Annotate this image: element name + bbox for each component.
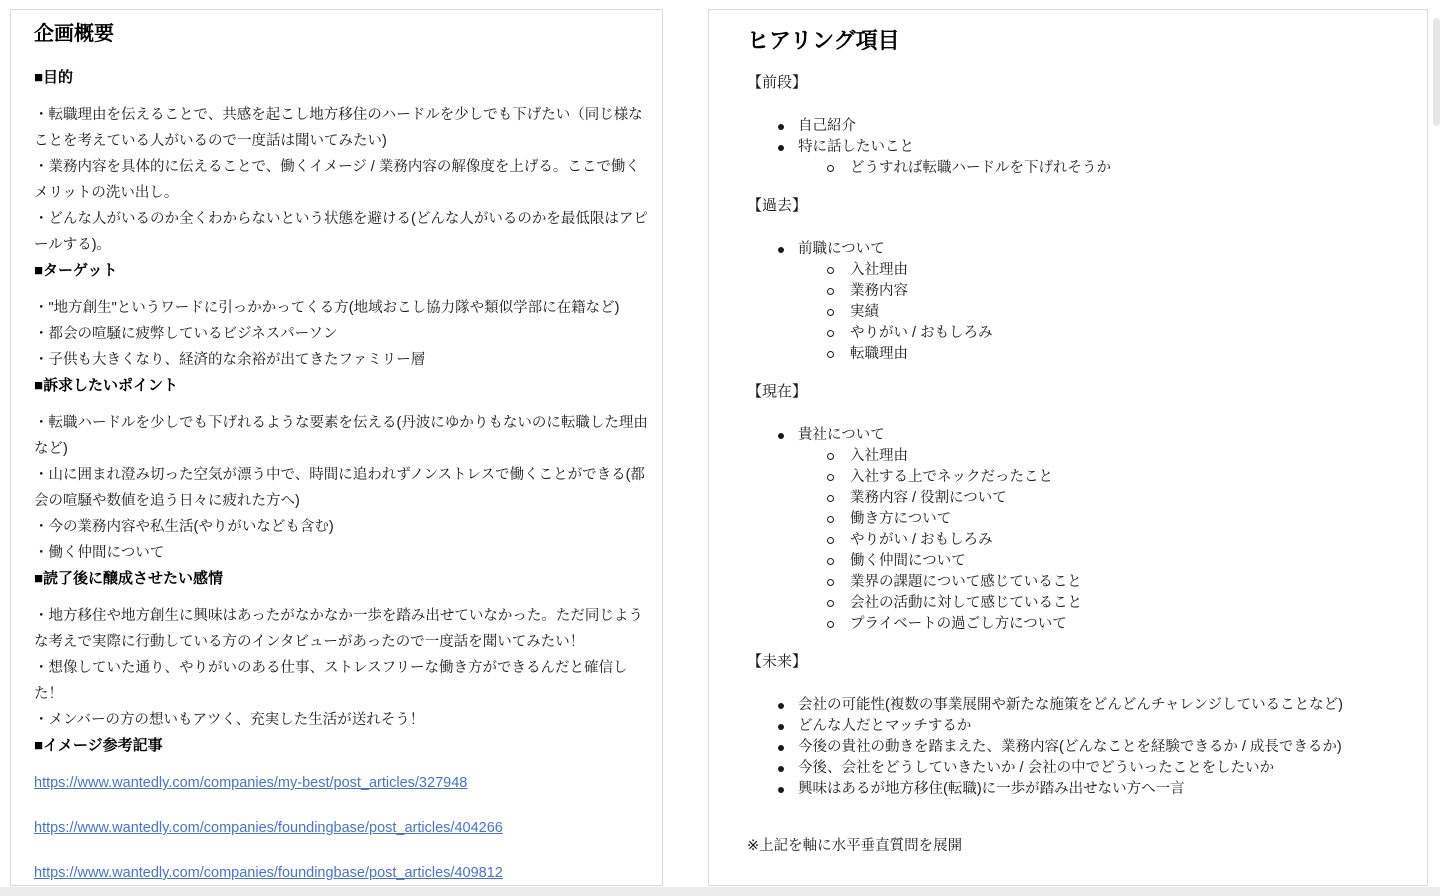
list-item-label: 転職理由: [850, 346, 908, 362]
list-item-label: 業務内容: [850, 283, 908, 299]
list-item-label: 働き方について: [850, 511, 952, 527]
circle-bullet-icon: [827, 474, 834, 481]
list-item: [747, 551, 1407, 572]
circle-bullet-icon: [827, 165, 834, 172]
list-item: [747, 572, 1407, 593]
emotion-heading: ■読了後に醸成させたい感情: [34, 570, 224, 587]
target-item: ・"地方創生"というワードに引っかかってくる方(地域おこし協力隊や類似学部に在籍など): [34, 300, 620, 316]
group-present: [747, 381, 1407, 635]
disc-bullet-icon: [778, 433, 784, 439]
circle-bullet-icon: [827, 621, 834, 628]
list-item-label: 特に話したいこと: [798, 139, 914, 155]
list-item-label: 会社の活動に対して感じていること: [850, 595, 1082, 611]
list-item-label: 業界の課題について感じていること: [850, 574, 1082, 590]
group-intro: [747, 72, 1407, 179]
list-item: [747, 260, 1407, 281]
list-item: [747, 116, 1407, 137]
group-future-header: 【未来】: [747, 653, 808, 670]
disc-bullet-icon: [778, 745, 784, 751]
reference-heading: ■イメージ参考記事: [34, 737, 163, 754]
list-item-label: やりがい / おもしろみ: [850, 325, 993, 341]
circle-bullet-icon: [827, 309, 834, 316]
list-item: [747, 779, 1407, 800]
appeal-item: ・山に囲まれ澄み切った空気が漂う中で、時間に追われずノンストレスで働くことができる(都会の喧騒や数値を追う日々に疲れた方へ): [34, 467, 645, 509]
circle-bullet-icon: [827, 351, 834, 358]
group-present-header: 【現在】: [747, 383, 808, 400]
list-item: [747, 239, 1407, 260]
emotion-item: ・想像していた通り、やりがいのある仕事、ストレスフリーな働き方ができるんだと確信した！: [34, 660, 628, 702]
reference-link-row: [34, 860, 648, 886]
hearing-items-panel: [708, 9, 1428, 886]
appeal-heading: ■訴求したいポイント: [34, 377, 179, 394]
list-item: [747, 614, 1407, 635]
list-item: [747, 137, 1407, 158]
purpose-item: ・業務内容を具体的に伝えることで、働くイメージ / 業務内容の解像度を上げる。ここで働くメリットの洗い出し。: [34, 159, 640, 201]
list-item: [747, 737, 1407, 758]
emotion-item: ・地方移住や地方創生に興味はあったがなかなか一歩を踏み出せていなかった。ただ同じような考えで実際に行動している方のインタビューがあったので一度話を聞いてみたい！: [34, 608, 643, 650]
list-item-label: どんな人だとマッチするか: [798, 718, 972, 734]
list-item: [747, 446, 1407, 467]
list-item-label: 今後の貴社の動きを踏まえた、業務内容(どんなことを経験できるか / 成長できるか): [798, 739, 1342, 755]
disc-bullet-icon: [778, 124, 784, 130]
list-item: [747, 716, 1407, 737]
purpose-item: ・どんな人がいるのか全くわからないという状態を避ける(どんな人がいるのかを最低限はアピールする)。: [34, 211, 648, 253]
emotion-item: ・メンバーの方の想いもアツく、充実した生活が送れそう！: [34, 712, 425, 728]
list-item-label: やりがい / おもしろみ: [850, 532, 993, 548]
plan-overview-panel: [10, 9, 663, 886]
disc-bullet-icon: [778, 703, 784, 709]
footnote: ※上記を軸に水平垂直質問を展開: [747, 838, 963, 854]
purpose-heading: ■目的: [34, 69, 74, 86]
circle-bullet-icon: [827, 537, 834, 544]
page-bottom-strip: [0, 887, 1440, 896]
target-item: ・都会の喧騒に疲弊しているビジネスパーソン: [34, 326, 338, 342]
list-item: [747, 488, 1407, 509]
list-item-label: 貴社について: [798, 427, 885, 443]
circle-bullet-icon: [827, 330, 834, 337]
list-item: [747, 509, 1407, 530]
section-appeal-points: [34, 373, 648, 566]
list-item-label: 業務内容 / 役割について: [850, 490, 1007, 506]
reference-link-1[interactable]: https://www.wantedly.com/companies/my-best/post_articles/327948: [34, 775, 468, 791]
circle-bullet-icon: [827, 558, 834, 565]
left-doc-title: 企画概要: [34, 23, 114, 45]
reference-link-row: [34, 770, 648, 796]
list-item: [747, 281, 1407, 302]
list-item-label: 興味はあるが地方移住(転職)に一歩が踏み出せない方へ一言: [798, 781, 1185, 797]
list-item-label: 入社する上でネックだったこと: [850, 469, 1053, 485]
disc-bullet-icon: [778, 724, 784, 730]
list-item: [747, 695, 1407, 716]
list-item-label: 会社の可能性(複数の事業展開や新たな施策をどんどんチャレンジしていることなど): [798, 697, 1343, 713]
circle-bullet-icon: [827, 600, 834, 607]
section-after-reading-emotion: [34, 566, 648, 733]
disc-bullet-icon: [778, 145, 784, 151]
list-item-label: プライベートの過ごし方について: [850, 616, 1067, 632]
circle-bullet-icon: [827, 579, 834, 586]
appeal-item: ・働く仲間について: [34, 545, 165, 561]
list-item: [747, 467, 1407, 488]
list-item-label: 今後、会社をどうしていきたいか / 会社の中でどういったことをしたいか: [798, 760, 1275, 776]
reference-link-2[interactable]: https://www.wantedly.com/companies/foundingbase/post_articles/404266: [34, 820, 503, 836]
target-item: ・子供も大きくなり、経済的な余裕が出てきたファミリー層: [34, 352, 426, 368]
disc-bullet-icon: [778, 247, 784, 253]
circle-bullet-icon: [827, 453, 834, 460]
target-heading: ■ターゲット: [34, 262, 118, 279]
group-intro-header: 【前段】: [747, 74, 808, 91]
circle-bullet-icon: [827, 288, 834, 295]
list-item-label: 前職について: [798, 241, 885, 257]
list-item: [747, 323, 1407, 344]
scrollbar-thumb[interactable]: [1433, 18, 1440, 126]
section-reference-articles: [34, 733, 648, 886]
section-target: [34, 258, 648, 373]
group-future: [747, 651, 1407, 800]
purpose-item: ・転職理由を伝えることで、共感を起こし地方移住のハードルを少しでも下げたい（同じ様なことを考えている人がいるので一度話は聞いてみたい): [34, 107, 643, 149]
list-item-label: 入社理由: [850, 262, 908, 278]
circle-bullet-icon: [827, 495, 834, 502]
circle-bullet-icon: [827, 516, 834, 523]
appeal-item: ・今の業務内容や私生活(やりがいなども含む): [34, 519, 334, 535]
disc-bullet-icon: [778, 787, 784, 793]
list-item-label: 入社理由: [850, 448, 908, 464]
list-item-label: 実績: [850, 304, 879, 320]
list-item: [747, 593, 1407, 614]
list-item-label: 自己紹介: [798, 118, 856, 134]
list-item: [747, 530, 1407, 551]
list-item-label: どうすれば転職ハードルを下げれそうか: [850, 160, 1111, 176]
section-purpose: [34, 65, 648, 258]
list-item: [747, 344, 1407, 365]
circle-bullet-icon: [827, 267, 834, 274]
list-item: [747, 158, 1407, 179]
group-past: [747, 195, 1407, 365]
reference-link-3[interactable]: https://www.wantedly.com/companies/foundingbase/post_articles/409812: [34, 865, 503, 881]
disc-bullet-icon: [778, 766, 784, 772]
reference-link-row: [34, 815, 648, 841]
list-item: [747, 302, 1407, 323]
group-past-header: 【過去】: [747, 197, 808, 214]
list-item-label: 働く仲間について: [850, 553, 966, 569]
appeal-item: ・転職ハードルを少しでも下げれるような要素を伝える(丹波にゆかりもないのに転職した理由など): [34, 415, 648, 457]
list-item: [747, 758, 1407, 779]
list-item: [747, 425, 1407, 446]
right-doc-title: ヒアリング項目: [747, 28, 900, 53]
